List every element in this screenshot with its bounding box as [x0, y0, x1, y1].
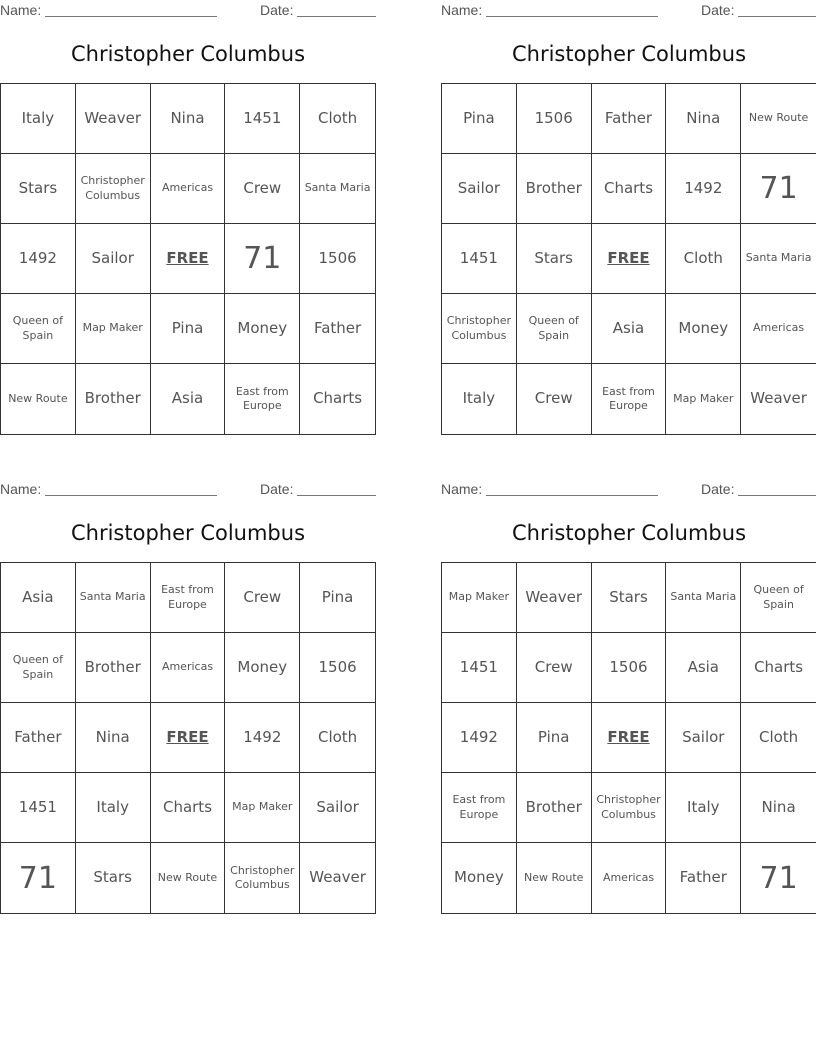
date-label: Date: [260, 481, 294, 497]
bingo-cell: Queen of Spain [741, 563, 816, 633]
bingo-cell: Crew [517, 633, 592, 703]
bingo-cell: Americas [741, 294, 816, 364]
bingo-cell: Sailor [666, 703, 741, 773]
bingo-cell: Christopher Columbus [225, 843, 300, 913]
name-label: Name: [0, 481, 42, 497]
bingo-cell: Pina [442, 84, 517, 154]
name-blank-line [45, 16, 217, 17]
bingo-grid [441, 83, 816, 435]
bingo-cell: Santa Maria [76, 563, 151, 633]
card-title: Christopher Columbus [70, 42, 306, 66]
date-label: Date: [701, 481, 735, 497]
bingo-cell: Queen of Spain [1, 633, 76, 703]
bingo-cell: 1451 [442, 224, 517, 294]
bingo-cell: Italy [442, 364, 517, 434]
bingo-cell: Italy [76, 773, 151, 843]
name-label: Name: [0, 2, 42, 18]
date-label: Date: [260, 2, 294, 18]
bingo-cell: East from Europe [151, 563, 226, 633]
date-blank-line [738, 16, 816, 17]
bingo-cell: New Route [741, 84, 816, 154]
card-title: Christopher Columbus [511, 42, 747, 66]
bingo-cell: Charts [592, 154, 667, 224]
bingo-cell: Father [592, 84, 667, 154]
bingo-cell: Stars [76, 843, 151, 913]
bingo-cell: Cloth [741, 703, 816, 773]
bingo-cell: Christopher Columbus [592, 773, 667, 843]
bingo-cell: Weaver [309, 868, 366, 887]
bingo-cell: Weaver [76, 84, 151, 154]
card-title: Christopher Columbus [511, 521, 747, 545]
date-blank-line [738, 495, 816, 496]
name-blank-line [45, 495, 217, 496]
bingo-cell: Pina [300, 563, 375, 633]
bingo-cell: 1506 [517, 84, 592, 154]
bingo-cell: Cloth [300, 703, 375, 773]
bingo-cell: 1451 [225, 84, 300, 154]
bingo-cell: Cloth [666, 224, 741, 294]
bingo-cell: Crew [225, 563, 300, 633]
bingo-cell: Christopher Columbus [442, 294, 517, 364]
bingo-cell: Stars [592, 563, 667, 633]
bingo-cell: Italy [666, 773, 741, 843]
bingo-cell: Santa Maria [666, 563, 741, 633]
bingo-cell: Asia [1, 563, 76, 633]
bingo-cell: 1492 [442, 703, 517, 773]
bingo-cell: 1492 [225, 703, 300, 773]
bingo-cell: New Route [517, 843, 592, 913]
bingo-cell: Americas [151, 154, 226, 224]
bingo-cell: 1506 [592, 633, 667, 703]
bingo-cell: Charts [741, 633, 816, 703]
bingo-cell: 71 [741, 154, 816, 224]
bingo-cell: 71 [1, 843, 76, 913]
card-title: Christopher Columbus [70, 521, 306, 545]
bingo-cell: Nina [76, 703, 151, 773]
bingo-cell: Weaver [750, 389, 807, 408]
name-date-row [0, 481, 376, 499]
bingo-cell: Nina [151, 84, 226, 154]
date-label: Date: [701, 2, 735, 18]
bingo-cell: Father [666, 843, 741, 913]
bingo-cell: Weaver [517, 563, 592, 633]
bingo-cell: Pina [151, 294, 226, 364]
bingo-cell: Map Maker [76, 294, 151, 364]
bingo-cell: Sailor [76, 224, 151, 294]
bingo-cell: Money [666, 294, 741, 364]
bingo-cell: New Route [151, 843, 226, 913]
bingo-cell: Cloth [300, 84, 375, 154]
bingo-cell: 71 [225, 224, 300, 294]
bingo-cell: Brother [76, 633, 151, 703]
name-label: Name: [441, 2, 483, 18]
bingo-cell: Queen of Spain [1, 294, 76, 364]
bingo-cell: Nina [741, 773, 816, 843]
bingo-cell: Nina [666, 84, 741, 154]
bingo-cell: East from Europe [442, 773, 517, 843]
bingo-grid [0, 562, 376, 914]
bingo-cell: Santa Maria [741, 224, 816, 294]
bingo-cell: Father [1, 703, 76, 773]
bingo-cell: Stars [517, 224, 592, 294]
bingo-cell: Sailor [300, 773, 375, 843]
bingo-cell: Asia [151, 364, 226, 434]
free-space-cell: FREE [592, 703, 667, 773]
bingo-cell: 1451 [1, 773, 76, 843]
bingo-cell: Money [442, 843, 517, 913]
bingo-cell: Map Maker [225, 773, 300, 843]
bingo-cell: Brother [76, 364, 151, 434]
bingo-cell: Sailor [442, 154, 517, 224]
bingo-cell: Italy [1, 84, 76, 154]
free-space-cell: FREE [151, 703, 226, 773]
bingo-grid [441, 562, 816, 914]
bingo-cell: East from Europe [225, 364, 300, 434]
bingo-cell: New Route [1, 364, 76, 434]
name-blank-line [486, 495, 658, 496]
free-space-cell: FREE [151, 224, 226, 294]
bingo-cell: 71 [759, 860, 798, 896]
bingo-cell: Santa Maria [300, 154, 375, 224]
name-date-row [0, 2, 376, 20]
bingo-cell: East from Europe [592, 364, 667, 434]
bingo-cell: Crew [517, 364, 592, 434]
bingo-grid [0, 83, 376, 435]
bingo-cell: Christopher Columbus [76, 154, 151, 224]
bingo-cell: Brother [517, 773, 592, 843]
bingo-cell: 1506 [300, 633, 375, 703]
bingo-cell: Pina [517, 703, 592, 773]
bingo-cell: Asia [666, 633, 741, 703]
bingo-cell: 1506 [300, 224, 375, 294]
bingo-cell: Father [300, 294, 375, 364]
bingo-cell: Americas [151, 633, 226, 703]
bingo-cell: 1451 [442, 633, 517, 703]
name-label: Name: [441, 481, 483, 497]
date-blank-line [297, 495, 376, 496]
name-date-row [441, 481, 816, 499]
bingo-cell: Asia [592, 294, 667, 364]
bingo-cell: Brother [517, 154, 592, 224]
bingo-cell: 1492 [1, 224, 76, 294]
name-blank-line [486, 16, 658, 17]
bingo-cell: Stars [1, 154, 76, 224]
bingo-cell: Queen of Spain [517, 294, 592, 364]
bingo-cell: Charts [313, 389, 363, 408]
name-date-row [441, 2, 816, 20]
bingo-cell: 1492 [666, 154, 741, 224]
bingo-cell: Map Maker [666, 364, 741, 434]
date-blank-line [297, 16, 376, 17]
bingo-cell: Charts [151, 773, 226, 843]
free-space-cell: FREE [592, 224, 667, 294]
bingo-cell: Americas [592, 843, 667, 913]
bingo-cell: Map Maker [442, 563, 517, 633]
bingo-cell: Money [225, 294, 300, 364]
bingo-cell: Money [225, 633, 300, 703]
bingo-cell: Crew [225, 154, 300, 224]
